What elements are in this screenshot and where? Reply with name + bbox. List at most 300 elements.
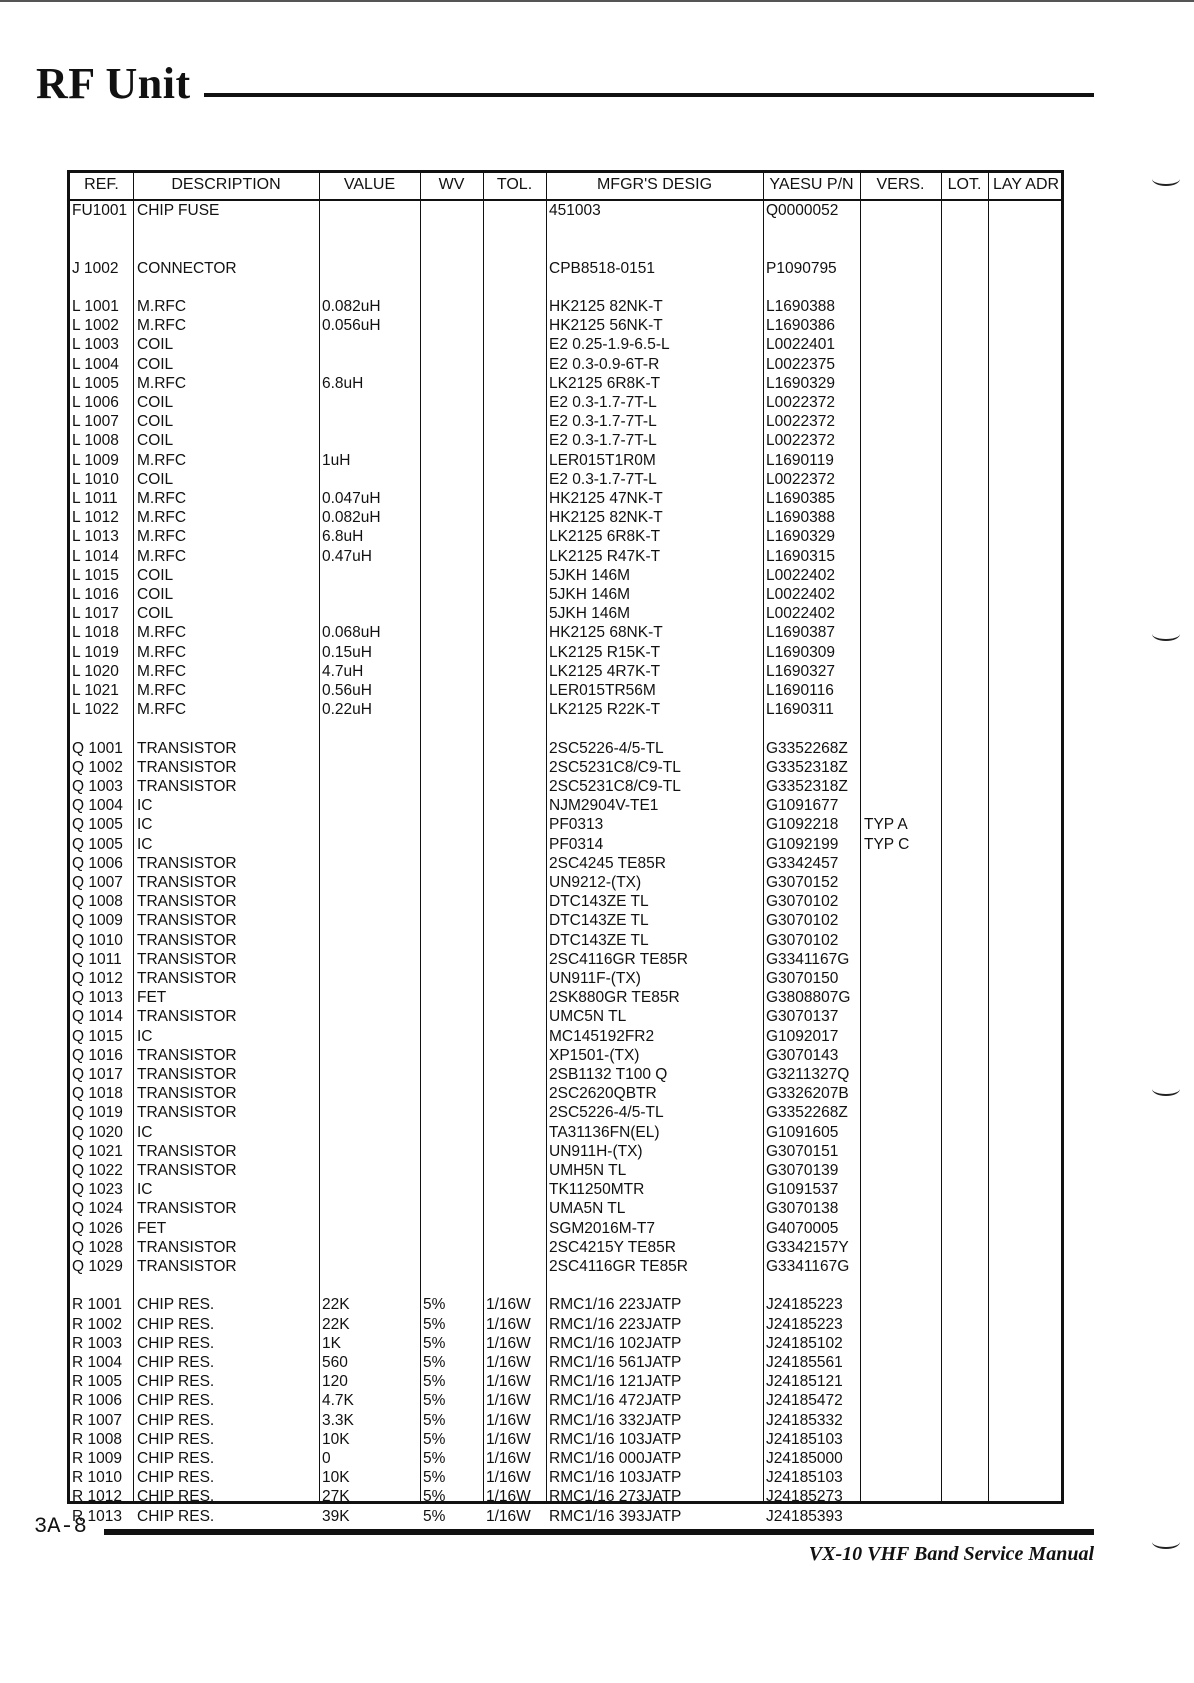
cell-ref: R 1001: [72, 1296, 122, 1314]
table-row: [70, 854, 1061, 873]
cell-description: CHIP RES.: [137, 1430, 215, 1448]
table-row: [70, 489, 1061, 508]
cell-wv: 5%: [423, 1334, 446, 1352]
cell-mfgr-desig: UMH5N TL: [549, 1162, 627, 1179]
table-row: [70, 1219, 1061, 1238]
cell-ref: R 1012: [72, 1488, 122, 1506]
cell-description: IC: [137, 797, 153, 815]
cell-ref: R 1003: [72, 1334, 122, 1352]
cell-ref: L 1022: [72, 701, 119, 719]
cell-ref: Q 1016: [72, 1046, 123, 1064]
cell-value: 0.082uH: [322, 298, 381, 315]
cell-mfgr-desig: 2SK880GR TE85R: [549, 989, 680, 1007]
table-row: [70, 1430, 1061, 1449]
cell-yaesu-pn: L1690309: [766, 643, 835, 661]
cell-wv: 5%: [423, 1392, 446, 1410]
cell-yaesu-pn: L0022402: [766, 605, 835, 623]
cell-yaesu-pn: L1690329: [766, 528, 835, 546]
cell-yaesu-pn: G3070137: [766, 1008, 839, 1026]
cell-mfgr-desig: LK2125 6R8K-T: [549, 374, 661, 392]
cell-yaesu-pn: G3070143: [766, 1046, 839, 1064]
cell-description: M.RFC: [137, 509, 187, 527]
cell-ref: Q 1001: [72, 739, 123, 757]
cell-description: COIL: [137, 413, 174, 431]
cell-tol: 1/16W: [486, 1354, 531, 1371]
table-row: [70, 527, 1061, 546]
cell-mfgr-desig: 2SC5226-4/5-TL: [549, 1104, 664, 1122]
cell-mfgr-desig: 5JKH 146M: [549, 586, 630, 603]
table-row: [70, 1065, 1061, 1084]
cell-description: CHIP RES.: [137, 1373, 215, 1391]
cell-yaesu-pn: G1091677: [766, 797, 839, 815]
cell-mfgr-desig: CPB8518-0151: [549, 259, 655, 277]
cell-yaesu-pn: L0022401: [766, 336, 835, 354]
cell-ref: L 1016: [72, 586, 119, 603]
cell-value: 0.047uH: [322, 490, 381, 507]
cell-description: COIL: [137, 605, 174, 623]
cell-yaesu-pn: G3070150: [766, 970, 839, 987]
cell-yaesu-pn: J24185472: [766, 1392, 843, 1410]
table-row: [70, 1315, 1061, 1334]
binding-mark: [1152, 627, 1180, 641]
cell-ref: Q 1003: [72, 778, 123, 795]
cell-wv: 5%: [423, 1488, 446, 1506]
cell-description: TRANSISTOR: [137, 854, 237, 872]
table-row: [70, 470, 1061, 489]
cell-mfgr-desig: RMC1/16 121JATP: [549, 1373, 682, 1391]
cell-yaesu-pn: J24185103: [766, 1469, 843, 1487]
cell-yaesu-pn: G3070151: [766, 1142, 839, 1160]
cell-yaesu-pn: P1090795: [766, 259, 837, 277]
cell-description: TRANSISTOR: [137, 1085, 237, 1103]
cell-yaesu-pn: L1690329: [766, 374, 835, 392]
cell-tol: 1/16W: [486, 1296, 531, 1314]
cell-ref: J 1002: [72, 259, 119, 277]
cell-value: 1K: [322, 1334, 341, 1352]
cell-wv: 5%: [423, 1469, 446, 1487]
cell-wv: 5%: [423, 1507, 446, 1525]
cell-description: CHIP RES.: [137, 1488, 215, 1506]
cell-ref: L 1017: [72, 605, 119, 623]
cell-description: IC: [137, 835, 153, 853]
cell-tol: 1/16W: [486, 1315, 531, 1333]
cell-description: CONNECTOR: [137, 259, 237, 277]
footer-rule: [104, 1529, 1094, 1535]
cell-mfgr-desig: 2SC5226-4/5-TL: [549, 739, 664, 757]
cell-description: M.RFC: [137, 298, 187, 315]
cell-description: M.RFC: [137, 624, 187, 642]
table-row: [70, 355, 1061, 374]
cell-ref: L 1003: [72, 336, 119, 354]
cell-mfgr-desig: E2 0.25-1.9-6.5-L: [549, 336, 670, 354]
cell-yaesu-pn: L0022372: [766, 413, 835, 431]
table-row: [70, 681, 1061, 700]
cell-ref: Q 1021: [72, 1142, 123, 1160]
table-row: [70, 1507, 1061, 1526]
table-row: [70, 1468, 1061, 1487]
cell-ref: Q 1024: [72, 1200, 123, 1218]
cell-yaesu-pn: L0022372: [766, 470, 835, 488]
table-row: [70, 335, 1061, 354]
table-row: [70, 1123, 1061, 1142]
cell-description: M.RFC: [137, 490, 187, 507]
cell-description: TRANSISTOR: [137, 1066, 237, 1083]
cell-description: TRANSISTOR: [137, 950, 237, 968]
cell-ref: R 1008: [72, 1430, 122, 1448]
page-number: 3A-8: [34, 1514, 87, 1539]
cell-ref: L 1007: [72, 413, 119, 431]
cell-ref: Q 1012: [72, 970, 123, 987]
cell-yaesu-pn: L0022372: [766, 432, 835, 450]
cell-ref: Q 1009: [72, 912, 123, 930]
cell-value: 6.8uH: [322, 374, 364, 392]
cell-yaesu-pn: J24185103: [766, 1430, 843, 1448]
cell-description: COIL: [137, 566, 174, 584]
cell-ref: R 1002: [72, 1315, 122, 1333]
table-row: [70, 259, 1061, 278]
cell-tol: 1/16W: [486, 1411, 531, 1429]
table-row: [70, 1353, 1061, 1372]
manual-title: VX-10 VHF Band Service Manual: [808, 1543, 1094, 1565]
cell-value: 6.8uH: [322, 528, 364, 546]
cell-description: CHIP RES.: [137, 1334, 215, 1352]
cell-description: TRANSISTOR: [137, 931, 237, 949]
cell-ref: L 1018: [72, 624, 119, 642]
cell-ref: L 1020: [72, 662, 119, 680]
cell-mfgr-desig: LK2125 R22K-T: [549, 701, 661, 719]
header-lot: LOT.: [947, 176, 982, 193]
cell-tol: 1/16W: [486, 1488, 531, 1506]
cell-yaesu-pn: G3341167G: [766, 950, 850, 968]
cell-yaesu-pn: J24185102: [766, 1334, 843, 1352]
cell-mfgr-desig: UN9212-(TX): [549, 874, 642, 891]
cell-ref: R 1006: [72, 1392, 122, 1410]
cell-ref: Q 1028: [72, 1238, 123, 1256]
cell-mfgr-desig: RMC1/16 223JATP: [549, 1296, 682, 1314]
cell-description: TRANSISTOR: [137, 758, 237, 776]
cell-yaesu-pn: J24185223: [766, 1315, 843, 1333]
table-row: [70, 1238, 1061, 1257]
cell-ref: Q 1019: [72, 1104, 123, 1122]
binding-mark: [1152, 1535, 1180, 1549]
cell-mfgr-desig: MC145192FR2: [549, 1027, 655, 1045]
cell-ref: L 1012: [72, 509, 119, 527]
cell-mfgr-desig: RMC1/16 000JATP: [549, 1450, 682, 1467]
table-row: [70, 451, 1061, 470]
cell-description: FET: [137, 989, 167, 1007]
cell-yaesu-pn: G1092017: [766, 1027, 839, 1045]
cell-ref: L 1019: [72, 643, 119, 661]
cell-description: CHIP RES.: [137, 1507, 215, 1525]
cell-mfgr-desig: PF0314: [549, 835, 604, 853]
cell-yaesu-pn: G3070102: [766, 893, 839, 911]
cell-mfgr-desig: 2SC4116GR TE85R: [549, 950, 689, 968]
cell-description: TRANSISTOR: [137, 970, 237, 987]
cell-ref: Q 1004: [72, 797, 123, 815]
table-row: [70, 547, 1061, 566]
cell-ref: Q 1002: [72, 758, 123, 776]
cell-value: 22K: [322, 1296, 350, 1314]
cell-mfgr-desig: 451003: [549, 202, 601, 219]
table-row: [70, 201, 1061, 220]
cell-ref: L 1021: [72, 682, 119, 699]
cell-mfgr-desig: RMC1/16 103JATP: [549, 1469, 682, 1487]
cell-mfgr-desig: DTC143ZE TL: [549, 893, 649, 911]
cell-mfgr-desig: HK2125 82NK-T: [549, 509, 663, 527]
table-row: [70, 931, 1061, 950]
cell-yaesu-pn: L1690311: [766, 701, 834, 719]
cell-ref: Q 1007: [72, 874, 123, 891]
cell-yaesu-pn: J24185273: [766, 1488, 843, 1506]
cell-mfgr-desig: LK2125 6R8K-T: [549, 528, 661, 546]
cell-value: 0: [322, 1450, 331, 1467]
cell-ref: Q 1018: [72, 1085, 123, 1103]
cell-version: TYP C: [864, 835, 910, 853]
cell-ref: Q 1029: [72, 1258, 123, 1275]
table-row: [70, 1411, 1061, 1430]
cell-ref: Q 1006: [72, 854, 123, 872]
cell-tol: 1/16W: [486, 1430, 531, 1448]
cell-ref: FU1001: [72, 202, 128, 219]
cell-ref: R 1010: [72, 1469, 122, 1487]
cell-yaesu-pn: L1690119: [766, 451, 834, 469]
cell-description: M.RFC: [137, 643, 187, 661]
cell-mfgr-desig: UN911F-(TX): [549, 970, 641, 987]
cell-yaesu-pn: G4070005: [766, 1219, 839, 1237]
cell-description: CHIP RES.: [137, 1315, 215, 1333]
header-vers: VERS.: [876, 176, 925, 193]
cell-mfgr-desig: 2SC4215Y TE85R: [549, 1238, 676, 1256]
table-row: [70, 316, 1061, 335]
table-row: [70, 1161, 1061, 1180]
table-row: [70, 1391, 1061, 1410]
cell-mfgr-desig: E2 0.3-1.7-7T-L: [549, 394, 657, 411]
table-row: [70, 585, 1061, 604]
binding-mark: [1152, 1082, 1180, 1096]
table-row: [70, 1487, 1061, 1506]
cell-yaesu-pn: G3342457: [766, 854, 839, 872]
table-row: [70, 1257, 1061, 1276]
cell-tol: 1/16W: [486, 1334, 531, 1352]
cell-yaesu-pn: G3211327Q: [766, 1066, 850, 1083]
table-row: [70, 508, 1061, 527]
table-row: [70, 1046, 1061, 1065]
cell-description: CHIP RES.: [137, 1411, 215, 1429]
cell-mfgr-desig: UMC5N TL: [549, 1008, 627, 1026]
cell-description: CHIP RES.: [137, 1392, 215, 1410]
cell-value: 27K: [322, 1488, 350, 1506]
cell-yaesu-pn: L1690388: [766, 298, 835, 315]
cell-ref: L 1001: [72, 298, 119, 315]
cell-value: 22K: [322, 1315, 350, 1333]
cell-mfgr-desig: LK2125 R15K-T: [549, 643, 661, 661]
cell-value: 560: [322, 1354, 348, 1371]
cell-description: M.RFC: [137, 662, 187, 680]
cell-mfgr-desig: RMC1/16 273JATP: [549, 1488, 682, 1506]
cell-mfgr-desig: RMC1/16 223JATP: [549, 1315, 682, 1333]
cell-yaesu-pn: G3341167G: [766, 1258, 850, 1275]
parts-table: [67, 170, 1064, 1525]
cell-ref: R 1005: [72, 1373, 122, 1391]
cell-mfgr-desig: E2 0.3-1.7-7T-L: [549, 470, 657, 488]
cell-mfgr-desig: 5JKH 146M: [549, 605, 630, 623]
cell-ref: Q 1023: [72, 1181, 123, 1199]
cell-description: TRANSISTOR: [137, 893, 237, 911]
header-description: DESCRIPTION: [171, 176, 281, 193]
cell-yaesu-pn: G1091537: [766, 1181, 839, 1199]
cell-yaesu-pn: L1690327: [766, 662, 835, 680]
table-row: [70, 643, 1061, 662]
cell-tol: 1/16W: [486, 1469, 531, 1487]
cell-description: IC: [137, 1123, 153, 1141]
cell-description: M.RFC: [137, 451, 187, 469]
cell-ref: Q 1011: [72, 950, 122, 968]
cell-mfgr-desig: LER015T1R0M: [549, 451, 656, 469]
cell-mfgr-desig: 2SB1132 T100 Q: [549, 1066, 668, 1083]
table-row: [70, 1295, 1061, 1314]
cell-yaesu-pn: G3352268Z: [766, 1104, 848, 1122]
cell-mfgr-desig: LK2125 R47K-T: [549, 547, 661, 565]
cell-description: TRANSISTOR: [137, 912, 237, 930]
cell-yaesu-pn: G1092218: [766, 816, 839, 834]
cell-yaesu-pn: G3352318Z: [766, 758, 848, 776]
cell-ref: Q 1020: [72, 1123, 123, 1141]
cell-description: IC: [137, 1027, 153, 1045]
cell-mfgr-desig: PF0313: [549, 816, 604, 834]
cell-description: M.RFC: [137, 701, 187, 719]
cell-ref: L 1015: [72, 566, 119, 584]
cell-value: 120: [322, 1373, 348, 1391]
table-row: [70, 950, 1061, 969]
cell-yaesu-pn: L0022372: [766, 394, 835, 411]
table-row: [70, 1027, 1061, 1046]
cell-ref: Q 1010: [72, 931, 123, 949]
cell-value: 10K: [322, 1469, 350, 1487]
cell-yaesu-pn: L1690385: [766, 490, 835, 507]
cell-value: 0.15uH: [322, 643, 372, 661]
cell-ref: L 1005: [72, 374, 119, 392]
cell-value: 0.056uH: [322, 317, 381, 335]
cell-mfgr-desig: HK2125 56NK-T: [549, 317, 663, 335]
cell-mfgr-desig: RMC1/16 561JATP: [549, 1354, 682, 1371]
table-row: [70, 1103, 1061, 1122]
cell-description: IC: [137, 1181, 153, 1199]
cell-yaesu-pn: G1092199: [766, 835, 839, 853]
cell-description: M.RFC: [137, 682, 187, 699]
header-wv: WV: [438, 176, 465, 193]
cell-ref: R 1013: [72, 1507, 122, 1525]
cell-wv: 5%: [423, 1315, 446, 1333]
cell-mfgr-desig: RMC1/16 332JATP: [549, 1411, 682, 1429]
cell-description: CHIP FUSE: [137, 202, 220, 219]
cell-wv: 5%: [423, 1296, 446, 1314]
cell-description: TRANSISTOR: [137, 1162, 237, 1179]
cell-yaesu-pn: G3342157Y: [766, 1238, 849, 1256]
table-row: [70, 1007, 1061, 1026]
cell-ref: L 1014: [72, 547, 119, 565]
cell-yaesu-pn: J24185121: [766, 1373, 843, 1391]
table-row: [70, 604, 1061, 623]
cell-tol: 1/16W: [486, 1450, 531, 1467]
cell-value: 39K: [322, 1507, 350, 1525]
cell-description: COIL: [137, 586, 174, 603]
cell-yaesu-pn: J24185223: [766, 1296, 843, 1314]
cell-ref: Q 1005: [72, 835, 123, 853]
cell-description: TRANSISTOR: [137, 1142, 237, 1160]
header-mfgr: MFGR'S DESIG: [596, 176, 713, 193]
header-ref: REF.: [84, 176, 119, 193]
cell-value: 10K: [322, 1430, 350, 1448]
cell-value: 0.068uH: [322, 624, 381, 642]
cell-yaesu-pn: G3070138: [766, 1200, 839, 1218]
table-row: [70, 1084, 1061, 1103]
cell-description: TRANSISTOR: [137, 874, 237, 891]
cell-yaesu-pn: L1690387: [766, 624, 835, 642]
table-row: [70, 911, 1061, 930]
table-row: [70, 662, 1061, 681]
cell-value: 4.7uH: [322, 662, 364, 680]
cell-mfgr-desig: LER015TR56M: [549, 682, 656, 699]
cell-mfgr-desig: DTC143ZE TL: [549, 931, 649, 949]
cell-tol: 1/16W: [486, 1392, 531, 1410]
page-title: RF Unit: [36, 59, 191, 108]
binding-mark: [1152, 172, 1180, 186]
cell-yaesu-pn: G3070139: [766, 1162, 839, 1179]
cell-wv: 5%: [423, 1430, 446, 1448]
cell-description: CHIP RES.: [137, 1354, 215, 1371]
cell-wv: 5%: [423, 1354, 446, 1371]
cell-ref: R 1007: [72, 1411, 122, 1429]
cell-mfgr-desig: HK2125 47NK-T: [549, 490, 663, 507]
cell-yaesu-pn: J24185393: [766, 1507, 843, 1525]
cell-value: 0.22uH: [322, 701, 372, 719]
table-row: [70, 1449, 1061, 1468]
cell-mfgr-desig: LK2125 4R7K-T: [549, 662, 661, 680]
cell-ref: Q 1022: [72, 1162, 123, 1179]
table-row: [70, 623, 1061, 642]
cell-yaesu-pn: L0022375: [766, 355, 835, 373]
cell-description: CHIP RES.: [137, 1296, 215, 1314]
cell-wv: 5%: [423, 1450, 446, 1467]
cell-yaesu-pn: G3326207B: [766, 1085, 849, 1103]
table-row: [70, 431, 1061, 450]
cell-ref: Q 1015: [72, 1027, 123, 1045]
table-row: [70, 393, 1061, 412]
cell-yaesu-pn: J24185332: [766, 1411, 843, 1429]
cell-mfgr-desig: XP1501-(TX): [549, 1046, 640, 1064]
cell-yaesu-pn: G3070152: [766, 874, 839, 891]
cell-yaesu-pn: G3352268Z: [766, 739, 848, 757]
header-tol: TOL.: [496, 176, 533, 193]
cell-description: COIL: [137, 470, 174, 488]
table-row: [70, 412, 1061, 431]
cell-ref: L 1008: [72, 432, 119, 450]
cell-mfgr-desig: HK2125 68NK-T: [549, 624, 663, 642]
cell-description: M.RFC: [137, 547, 187, 565]
header-value: VALUE: [343, 176, 396, 193]
cell-ref: Q 1008: [72, 893, 123, 911]
table-row: [70, 969, 1061, 988]
header-lay-adr: LAY ADR: [992, 176, 1060, 193]
cell-yaesu-pn: G3808807G: [766, 989, 851, 1007]
cell-ref: Q 1017: [72, 1066, 123, 1083]
cell-yaesu-pn: L0022402: [766, 566, 835, 584]
table-header: [70, 173, 1061, 201]
table-row: [70, 1372, 1061, 1391]
cell-wv: 5%: [423, 1373, 446, 1391]
cell-mfgr-desig: TA31136FN(EL): [549, 1123, 660, 1141]
cell-mfgr-desig: DTC143ZE TL: [549, 912, 649, 930]
